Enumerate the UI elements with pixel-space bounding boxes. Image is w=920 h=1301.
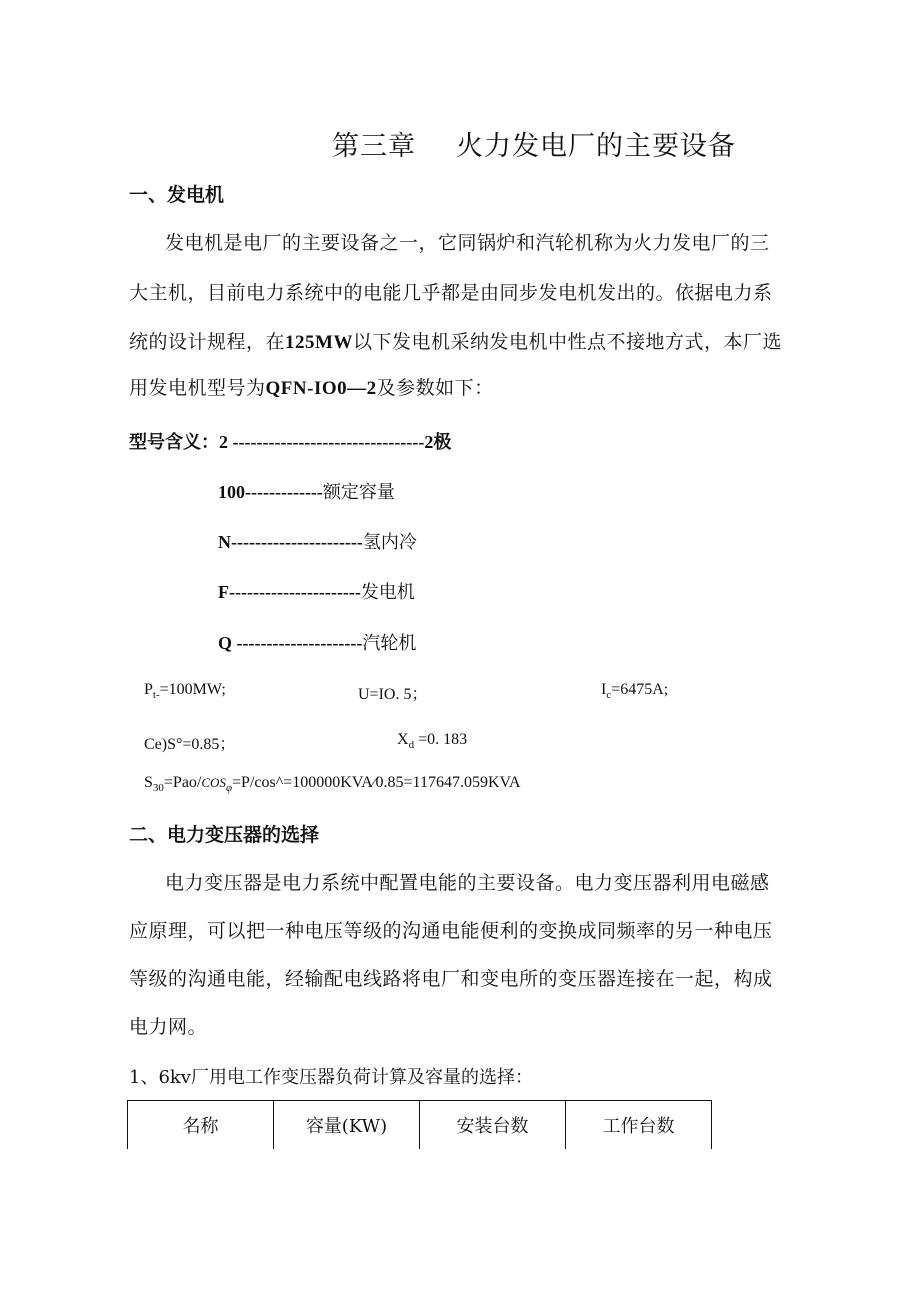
- subsection-heading: 1、6kv厂用电工作变压器负荷计算及容量的选择：: [129, 1067, 533, 1088]
- model-meaning-row: 型号含义：2 --------------------------------2极: [129, 432, 452, 453]
- table-header-row: [128, 1101, 712, 1150]
- capacity-value: 125MW: [285, 332, 353, 353]
- load-table: [127, 1100, 712, 1149]
- model-meaning-row: N----------------------氢内冷: [218, 532, 417, 553]
- param-voltage: U=IO. 5；: [358, 686, 428, 703]
- chapter-title: 火力发电厂的主要设备: [456, 131, 736, 162]
- table-header-cell: 名称: [128, 1101, 274, 1150]
- paragraph-line: 电力变压器是电力系统中配置电能的主要设备。电力变压器利用电磁感: [165, 872, 770, 894]
- chapter-number: 第三章: [332, 131, 416, 162]
- model-meaning-row: Q ---------------------汽轮机: [218, 633, 417, 654]
- section-heading-transformer: 二、电力变压器的选择: [129, 824, 320, 846]
- model-meaning-row: 100-------------额定容量: [218, 482, 395, 503]
- table-header-cell: 工作台数: [566, 1101, 712, 1150]
- paragraph-line: 用发电机型号为QFN-IO0—2及参数如下：: [129, 377, 494, 399]
- param-reactance: $X_d =0$. 183: [397, 731, 468, 751]
- paragraph-line: 等级的沟通电能，经输配电线路将电厂和变电所的变压器连接在一起，构成: [129, 968, 773, 990]
- paragraph-line: 统的设计规程，在125MW以下发电机采纳发电机中性点不接地方式，本厂选: [129, 331, 782, 353]
- param-apparent-power: $S_{30}=Pao/COS_\varphi=P/\cos\^{}=100000KVA⁄0.85=117647.059KVA$: [144, 774, 521, 794]
- model-meaning-row: F----------------------发电机: [218, 582, 415, 603]
- paragraph-line: 电力网。: [129, 1016, 208, 1038]
- param-rated-power: $P_{t-}=100MW$;: [144, 681, 226, 701]
- page-title: [332, 124, 736, 163]
- param-power-factor: Ce)S°=0.85；: [144, 736, 236, 753]
- table-header-cell: 容量(KW): [274, 1101, 420, 1150]
- model-label: 型号含义：: [129, 432, 219, 453]
- param-current: $I_c=6475A$;: [601, 681, 669, 701]
- paragraph-line: 应原理，可以把一种电压等级的沟通电能便利的变换成同频率的另一种电压: [129, 920, 773, 942]
- paragraph-line: 大主机，目前电力系统中的电能几乎都是由同步发电机发出的。依据电力系: [129, 282, 773, 304]
- section-heading-generator: 一、发电机: [129, 184, 225, 206]
- paragraph-line: 发电机是电厂的主要设备之一，它同锅炉和汽轮机称为火力发电厂的三: [165, 232, 770, 254]
- model-number: QFN-IO0—2: [265, 378, 377, 399]
- table-header-cell: 安装台数: [420, 1101, 566, 1150]
